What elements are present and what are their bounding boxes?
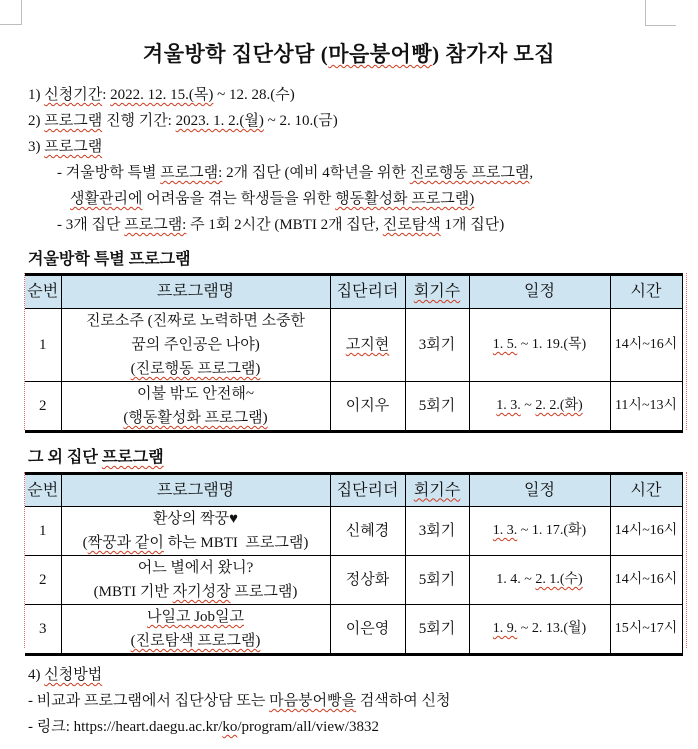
text-segment: 2. 2.(화) bbox=[535, 398, 583, 413]
cell-sessions bbox=[405, 507, 469, 556]
cell-line bbox=[470, 333, 610, 357]
text-segment: 5회기 bbox=[418, 572, 456, 588]
cell-line bbox=[406, 479, 469, 503]
text-segment: ) 참가자 모집 bbox=[432, 42, 556, 67]
text-segment: 3 bbox=[39, 621, 47, 637]
header-sessions bbox=[405, 474, 469, 507]
table-guide-line-right bbox=[686, 472, 687, 648]
text-segment: 2 bbox=[39, 398, 47, 414]
document-title bbox=[0, 38, 698, 68]
cell-line bbox=[25, 280, 61, 304]
text-segment: 고지현 bbox=[345, 337, 390, 353]
text-line bbox=[70, 186, 533, 212]
cell-line bbox=[470, 568, 610, 592]
cell-leader bbox=[330, 382, 405, 432]
cell-line bbox=[331, 519, 405, 543]
text-segment: 1. 3. bbox=[492, 523, 518, 538]
cell-line bbox=[611, 617, 682, 641]
text-segment: 11시~13시 bbox=[614, 398, 678, 413]
text-segment: 검색하여 신청 bbox=[356, 693, 451, 709]
table-guide-line-left bbox=[24, 472, 25, 648]
text-segment: 5회기 bbox=[418, 398, 456, 414]
cell-program-name bbox=[61, 507, 330, 556]
text-segment: 14시~16시 bbox=[614, 337, 678, 352]
text-segment: 이은영 bbox=[345, 621, 390, 637]
text-segment: 2 bbox=[39, 572, 47, 588]
header-schedule bbox=[469, 275, 610, 309]
text-line bbox=[57, 212, 533, 238]
cell-schedule bbox=[469, 382, 610, 432]
cell-no bbox=[25, 605, 61, 655]
cell-sessions bbox=[405, 605, 469, 655]
header-leader bbox=[330, 474, 405, 507]
text-segment: : bbox=[102, 87, 111, 103]
text-line bbox=[57, 160, 533, 186]
cell-line bbox=[62, 531, 330, 555]
cell-time bbox=[610, 605, 682, 655]
text-segment: 겨울방학 집단상담 ( bbox=[142, 42, 329, 67]
text-segment: 그 외 집단 bbox=[28, 449, 102, 466]
text-segment: 신혜경 bbox=[345, 523, 390, 539]
text-segment: 마음붕어빵을 bbox=[269, 693, 357, 709]
cell-program-name bbox=[61, 556, 330, 605]
text-segment: ko bbox=[222, 719, 238, 735]
cell-line bbox=[331, 394, 405, 418]
cell-schedule bbox=[469, 309, 610, 382]
text-segment: 3회기 bbox=[418, 337, 456, 353]
cell-line bbox=[62, 479, 330, 503]
text-segment: 1. 9. bbox=[492, 621, 518, 636]
text-segment: 14시~16시 bbox=[614, 523, 678, 538]
cell-leader bbox=[330, 556, 405, 605]
text-segment: 진로탐색 bbox=[382, 217, 441, 233]
table-row bbox=[25, 605, 682, 655]
cell-program-name bbox=[61, 309, 330, 382]
cell-line bbox=[25, 568, 61, 592]
cell-line bbox=[331, 479, 405, 503]
text-segment: ( bbox=[82, 535, 88, 551]
text-segment: (진로행동 프로그램) bbox=[130, 361, 261, 377]
cell-line bbox=[331, 333, 405, 357]
text-segment: 이불 밖도 안전해~ bbox=[136, 386, 255, 402]
text-segment: /program/all/view/3832 bbox=[237, 719, 379, 735]
text-segment: 1. 4. ~ bbox=[496, 572, 536, 587]
text-segment: 회기수 bbox=[413, 481, 461, 499]
header-no bbox=[25, 275, 61, 309]
text-segment: ~ 12. 28.(수) bbox=[213, 87, 295, 103]
text-segment: 2023. 1. 2.(월) bbox=[175, 113, 264, 129]
cell-line bbox=[611, 280, 682, 304]
cell-line bbox=[62, 605, 330, 629]
text-line bbox=[28, 714, 451, 740]
text-segment: ~ 1. 17.(화) bbox=[517, 523, 587, 538]
text-segment: 생활관리에 bbox=[70, 191, 143, 207]
text-segment: 짝꿍과 같이 bbox=[87, 535, 164, 551]
text-segment: 자기성장 bbox=[172, 584, 231, 600]
cell-line bbox=[62, 580, 330, 604]
text-segment: 집단리더 bbox=[336, 283, 399, 300]
text-segment: 프로그램명 bbox=[156, 481, 235, 499]
cell-line bbox=[406, 617, 469, 641]
text-segment: 2개 집단 (예비 4학년을 위한 bbox=[222, 165, 410, 181]
table-row bbox=[25, 309, 682, 382]
text-segment: 어느 별에서 왔니? bbox=[137, 560, 254, 576]
cell-sessions bbox=[405, 556, 469, 605]
text-segment: 집단리더 bbox=[336, 481, 399, 499]
cell-leader bbox=[330, 605, 405, 655]
cell-line bbox=[62, 309, 330, 333]
special-programs-table bbox=[25, 273, 683, 433]
text-segment: 2) bbox=[28, 113, 45, 129]
cell-line bbox=[62, 357, 330, 381]
other-programs-table bbox=[25, 472, 683, 656]
header-sessions bbox=[405, 275, 469, 309]
cell-time bbox=[610, 507, 682, 556]
cell-line bbox=[62, 333, 330, 357]
cell-time bbox=[610, 556, 682, 605]
text-segment: , bbox=[529, 165, 534, 181]
text-segment: 진행 기간: bbox=[102, 113, 176, 129]
cell-program-name bbox=[61, 382, 330, 432]
text-segment: 정상화 bbox=[345, 572, 390, 588]
text-segment: 1 bbox=[39, 337, 47, 353]
section-title-special-programs bbox=[28, 246, 191, 269]
text-segment: ~ 2. 13.(월) bbox=[517, 621, 587, 636]
cell-sessions bbox=[405, 309, 469, 382]
special-programs-table-wrap bbox=[25, 273, 682, 430]
text-segment: 프로그램: bbox=[160, 165, 223, 181]
text-segment: 순번 bbox=[27, 283, 59, 300]
cell-line bbox=[62, 629, 330, 653]
text-segment: 1. 3. bbox=[496, 398, 521, 413]
text-segment: 1) bbox=[28, 87, 45, 103]
text-segment: 15시~17시 bbox=[614, 621, 678, 636]
text-segment: - 겨울방학 특별 bbox=[57, 165, 161, 181]
cell-line bbox=[62, 406, 330, 430]
text-segment: 신청방법 bbox=[44, 667, 103, 683]
cell-line bbox=[62, 507, 330, 531]
cell-no bbox=[25, 382, 61, 432]
cell-line bbox=[470, 280, 610, 304]
cell-line bbox=[25, 479, 61, 503]
cell-line bbox=[470, 479, 610, 503]
text-segment: 3회기 bbox=[418, 523, 456, 539]
text-segment: 2022. 12. 15.(목) bbox=[110, 87, 214, 103]
intro-text-block bbox=[28, 82, 533, 238]
cell-line bbox=[406, 333, 469, 357]
cell-no bbox=[25, 507, 61, 556]
text-segment: 1 bbox=[39, 523, 47, 539]
cell-line bbox=[611, 479, 682, 503]
cell-line bbox=[331, 568, 405, 592]
section-title-other-programs bbox=[28, 444, 164, 467]
cell-line bbox=[406, 280, 469, 304]
cell-schedule bbox=[469, 556, 610, 605]
text-segment: ~ 2. 10.(금) bbox=[263, 113, 338, 129]
text-segment: 프로그램 bbox=[101, 449, 164, 466]
text-segment: - 비교과 프로그램에서 집단상담 또는 bbox=[28, 693, 270, 709]
cell-line bbox=[611, 568, 682, 592]
text-segment: 시간 bbox=[630, 283, 662, 300]
cell-line bbox=[611, 333, 682, 357]
text-segment: 이지우 bbox=[345, 398, 390, 414]
text-segment: 3) bbox=[28, 139, 45, 155]
text-segment: 행동활성화 프로그램) bbox=[335, 191, 475, 207]
cell-line bbox=[406, 394, 469, 418]
cell-line bbox=[62, 280, 330, 304]
text-segment: (진로탐색 프로그램) bbox=[130, 633, 261, 649]
page-margin-corner-mark-left bbox=[0, 0, 22, 25]
cell-line bbox=[331, 280, 405, 304]
cell-line bbox=[331, 617, 405, 641]
table-header-row bbox=[25, 474, 682, 507]
text-segment: 나일고 Job일고 bbox=[146, 609, 245, 625]
header-no bbox=[25, 474, 61, 507]
header-time bbox=[610, 275, 682, 309]
cell-schedule bbox=[469, 605, 610, 655]
text-segment: 어려움을 겪는 학생들을 위한 bbox=[142, 191, 336, 207]
text-line bbox=[28, 108, 533, 134]
cell-line bbox=[406, 568, 469, 592]
cell-line bbox=[611, 394, 682, 418]
text-segment: 꿈의 주인공은 나야) bbox=[131, 337, 260, 353]
text-segment: - 링크: https://heart.daegu.ac.kr/ bbox=[28, 719, 223, 735]
text-segment: ~ 1. 19.(목) bbox=[517, 337, 587, 352]
cell-line bbox=[25, 617, 61, 641]
cell-line bbox=[470, 394, 610, 418]
text-line bbox=[28, 662, 451, 688]
header-program-name bbox=[61, 474, 330, 507]
text-segment: 순번 bbox=[27, 481, 59, 499]
text-segment: 회기수 bbox=[413, 283, 461, 300]
text-segment: 일정 bbox=[524, 481, 555, 499]
cell-line bbox=[25, 519, 61, 543]
cell-no bbox=[25, 556, 61, 605]
text-segment: 14시~16시 bbox=[614, 572, 678, 587]
text-segment: 프로그램명 bbox=[156, 283, 235, 300]
text-line bbox=[28, 688, 451, 714]
text-segment: 주 1회 2시간 (MBTI 2개 집단, bbox=[186, 217, 383, 233]
cell-leader bbox=[330, 309, 405, 382]
text-segment: 시간 bbox=[630, 481, 662, 499]
text-segment: 1. 5. bbox=[492, 337, 518, 352]
cell-program-name bbox=[61, 605, 330, 655]
other-programs-table-wrap bbox=[25, 472, 682, 648]
text-segment: 2. 1.(수) bbox=[535, 572, 583, 587]
text-segment: 마음붕어빵 bbox=[328, 42, 433, 67]
cell-line bbox=[470, 617, 610, 641]
text-segment: 프로그램 bbox=[44, 113, 103, 129]
text-segment: 환상의 짝꿍♥ bbox=[152, 511, 239, 527]
text-segment: 4) bbox=[28, 667, 45, 683]
text-line bbox=[28, 134, 533, 160]
text-segment: 겨울방학 특별 프로그램 bbox=[28, 251, 191, 268]
text-segment: 5회기 bbox=[418, 621, 456, 637]
text-segment: 1개 집단) bbox=[440, 217, 505, 233]
cell-time bbox=[610, 382, 682, 432]
page-margin-corner-mark-right bbox=[645, 0, 676, 26]
table-row bbox=[25, 507, 682, 556]
cell-time bbox=[610, 309, 682, 382]
cell-line bbox=[25, 333, 61, 357]
text-segment: - 3개 집단 bbox=[57, 217, 125, 233]
table-header-row bbox=[25, 275, 682, 309]
text-segment: 프로그램: bbox=[124, 217, 187, 233]
text-segment: 프로그램 bbox=[44, 139, 103, 155]
cell-line bbox=[62, 382, 330, 406]
text-segment: ~ bbox=[520, 398, 536, 413]
cell-line bbox=[470, 519, 610, 543]
table-guide-line-left bbox=[24, 273, 25, 430]
application-method-block bbox=[28, 662, 451, 740]
header-schedule bbox=[469, 474, 610, 507]
cell-line bbox=[62, 556, 330, 580]
header-program-name bbox=[61, 275, 330, 309]
cell-sessions bbox=[405, 382, 469, 432]
text-line bbox=[28, 82, 533, 108]
table-guide-line-right bbox=[686, 273, 687, 430]
cell-line bbox=[406, 519, 469, 543]
text-segment: 진로소주 (진짜로 노력하면 소중한 bbox=[85, 313, 306, 329]
cell-schedule bbox=[469, 507, 610, 556]
header-time bbox=[610, 474, 682, 507]
table-row bbox=[25, 382, 682, 432]
cell-leader bbox=[330, 507, 405, 556]
text-segment: 일정 bbox=[524, 283, 555, 300]
text-segment: 신청기간 bbox=[44, 87, 103, 103]
text-segment: 진로행동 프로그램 bbox=[409, 165, 530, 181]
cell-line bbox=[25, 394, 61, 418]
text-segment: (행동활성화 프로그램) bbox=[123, 410, 268, 426]
header-leader bbox=[330, 275, 405, 309]
cell-line bbox=[611, 519, 682, 543]
table-row bbox=[25, 556, 682, 605]
text-segment: 하는 MBTI 프로그램) bbox=[163, 535, 309, 551]
text-segment: (MBTI 기반 bbox=[93, 584, 173, 600]
text-segment: 프로그램) bbox=[230, 584, 298, 600]
cell-no bbox=[25, 309, 61, 382]
